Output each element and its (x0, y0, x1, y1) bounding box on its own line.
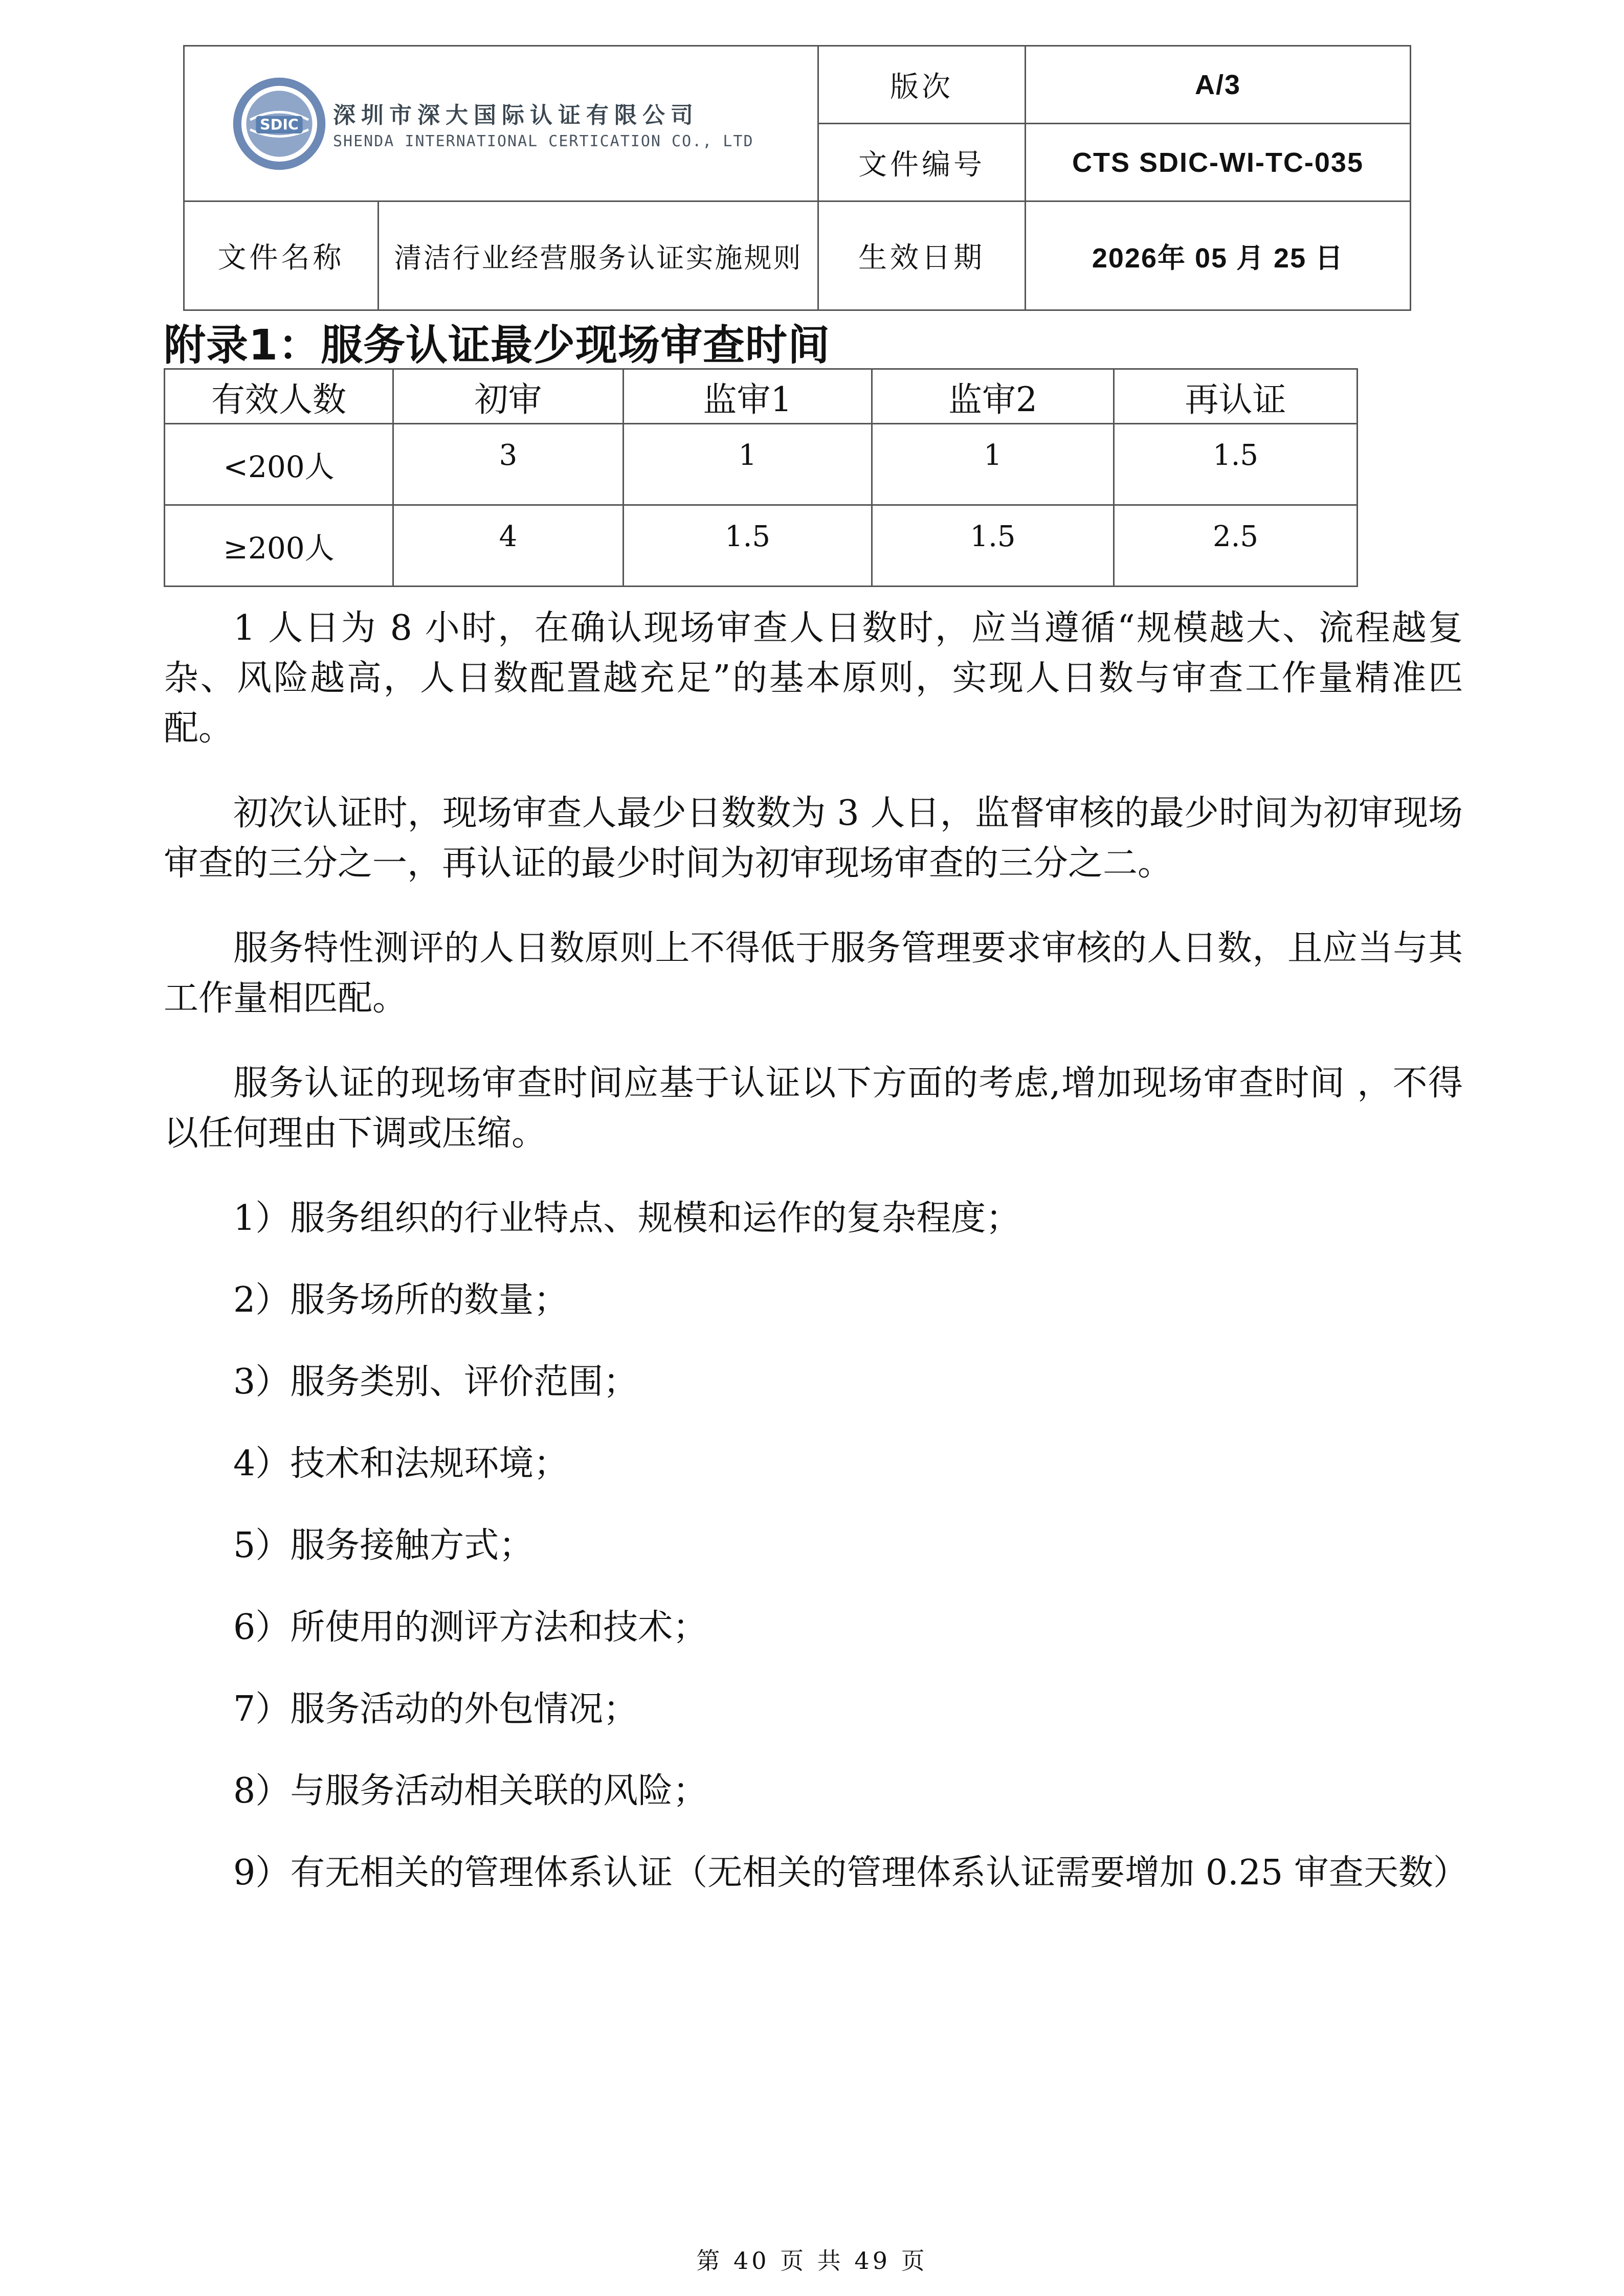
body-paragraph: 1 人日为 8 小时，在确认现场审查人日数时，应当遵循“规模越大、流程越复杂、风险越高，人日数配置越充足”的基本原则，实现人日数与审查工作量精准匹配。 (164, 608, 1463, 749)
body-paragraph: 初次认证时，现场审查人最少日数数为 3 人日，监督审核的最少时间为初审现场审查的三分之一，再认证的最少时间为初审现场审查的三分之二。 (164, 793, 1463, 884)
document-name-value: 清洁行业经营服务认证实施规则 (379, 201, 818, 310)
table-row (165, 505, 1358, 587)
appendix-title: 附录1：服务认证最少现场审查时间 (164, 321, 831, 370)
body-paragraph: 服务认证的现场审查时间应基于认证以下方面的考虑,增加现场审查时间 ，不得以任何理由下调或压缩。 (164, 1063, 1463, 1154)
table-cell: ≥200人 (165, 505, 393, 587)
audit-time-table (164, 368, 1358, 587)
document-number-label: 文件编号 (818, 124, 1026, 201)
table-row (165, 424, 1358, 505)
table-cell: 2.5 (1114, 505, 1358, 587)
company-name-en: SHENDA INTERNATIONAL CERTICATION CO., LTD (333, 132, 754, 150)
svg-text:SDIC: SDIC (260, 116, 299, 133)
effective-date-label: 生效日期 (818, 201, 1026, 310)
table-cell: <200人 (165, 424, 393, 505)
list-item: 5）服务接触方式； (233, 1525, 534, 1566)
column-header: 再认证 (1114, 369, 1358, 424)
list-item: 3）服务类别、评价范围； (233, 1362, 638, 1402)
version-value: A/3 (1026, 46, 1411, 124)
column-header: 初审 (393, 369, 624, 424)
document-name-label: 文件名称 (184, 201, 379, 310)
final-list-item: 9）有无相关的管理体系认证（无相关的管理体系认证需要增加 0.25 审查天数） (233, 1853, 1468, 1893)
company-logo-cell (184, 46, 818, 201)
document-number-value: CTS SDIC-WI-TC-035 (1026, 124, 1411, 201)
list-item: 1）服务组织的行业特点、规模和运作的复杂程度； (233, 1198, 1021, 1239)
page-number-footer: 第 40 页 共 49 页 (696, 2247, 928, 2275)
table-cell: 1.5 (872, 505, 1114, 587)
list-item: 8）与服务活动相关联的风险； (233, 1771, 708, 1811)
company-name-cn: 深圳市深大国际认证有限公司 (333, 102, 699, 128)
body-paragraph: 服务特性测评的人日数原则上不得低于服务管理要求审核的人日数，且应当与其工作量相匹配。 (164, 928, 1463, 1019)
column-header: 监审2 (872, 369, 1114, 424)
table-header-row (165, 369, 1358, 424)
version-label: 版次 (818, 46, 1026, 124)
table-cell: 1.5 (624, 505, 872, 587)
table-cell: 1 (624, 424, 872, 505)
column-header: 有效人数 (165, 369, 393, 424)
list-item: 4）技术和法规环境； (233, 1444, 569, 1484)
table-cell: 4 (393, 505, 624, 587)
list-item: 6）所使用的测评方法和技术； (233, 1607, 708, 1648)
list-item: 7）服务活动的外包情况； (233, 1689, 638, 1729)
list-item: 2）服务场所的数量； (233, 1280, 569, 1320)
document-body (164, 603, 1468, 1933)
table-cell: 1 (872, 424, 1114, 505)
document-header-table (183, 45, 1411, 311)
effective-date-value: 2026年 05 月 25 日 (1026, 201, 1411, 310)
column-header: 监审1 (624, 369, 872, 424)
table-cell: 1.5 (1114, 424, 1358, 505)
table-cell: 3 (393, 424, 624, 505)
company-logo-icon (231, 75, 328, 172)
